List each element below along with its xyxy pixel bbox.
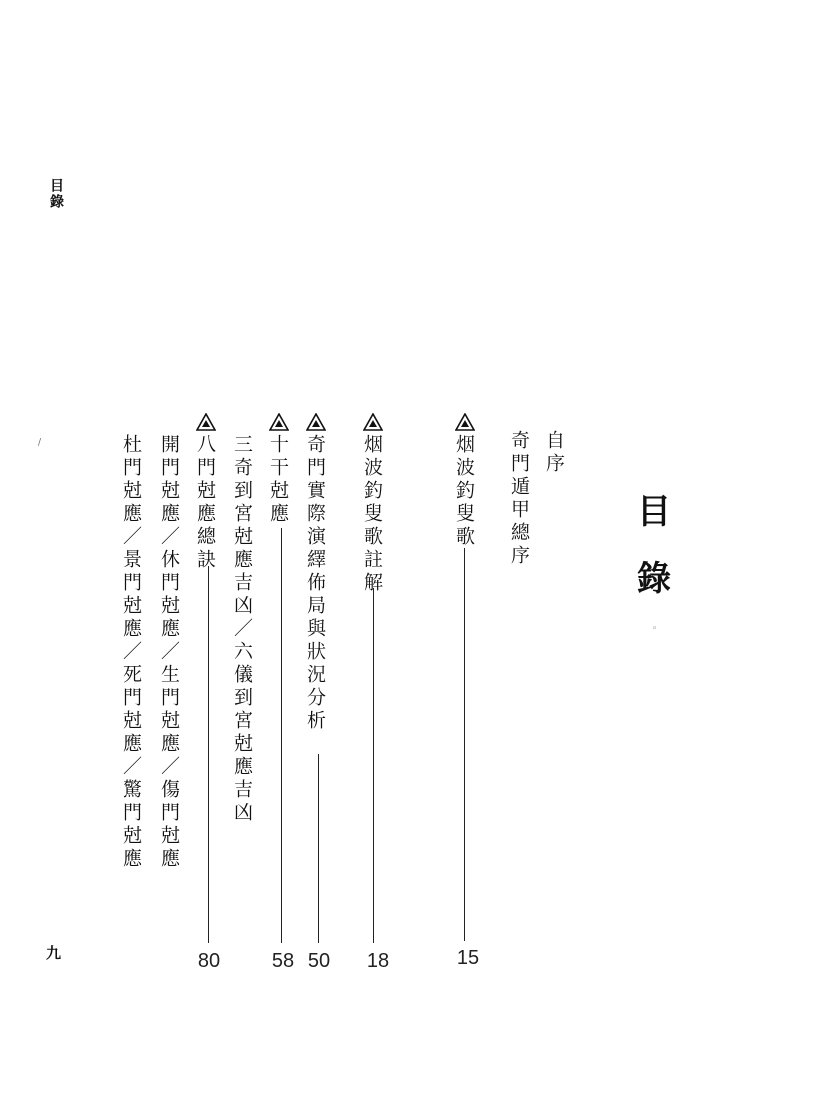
page-number: 58 (271, 950, 295, 972)
entry-yanbo-song: 烟波釣叟歌 (453, 434, 475, 549)
entry-eight-gates: 八門尅應總訣 (194, 434, 216, 572)
leader-line (318, 754, 319, 943)
title-char-2: 錄 (637, 559, 671, 599)
scan-speck: / (38, 438, 42, 448)
entry-three-wonders: 三奇到宮尅應吉凶／六儀到宮尅應吉凶 (231, 434, 253, 825)
triangle-bullet-icon (196, 413, 216, 431)
leader-line (281, 528, 282, 943)
leader-line (464, 548, 465, 941)
running-header: 目錄 (48, 178, 64, 210)
leader-line (208, 566, 209, 943)
folio-number: 九 (46, 944, 62, 962)
entry-gates-list-2: 杜門尅應／景門尅應／死門尅應／驚門尅應 (120, 434, 142, 871)
triangle-bullet-icon (455, 413, 475, 431)
title-char-1: 目 (637, 492, 671, 532)
page-number: 50 (307, 950, 331, 972)
page-number: 15 (456, 947, 480, 969)
page-number: 80 (197, 950, 221, 972)
triangle-bullet-icon (269, 413, 289, 431)
page-number: 18 (366, 950, 390, 972)
entry-practical-layout: 奇門實際演繹佈局與狀況分析 (304, 434, 326, 733)
triangle-bullet-icon (363, 413, 383, 431)
triangle-bullet-icon (306, 413, 326, 431)
entry-gates-list-1: 開門尅應／休門尅應／生門尅應／傷門尅應 (158, 434, 180, 871)
entry-ten-stems: 十干尅應 (267, 434, 289, 526)
entry-yanbo-annotation: 烟波釣叟歌註解 (361, 434, 383, 595)
leader-line (373, 588, 374, 943)
entry-preface: 自序 (543, 430, 565, 476)
scan-speck-2: ◦ (652, 624, 658, 634)
entry-general-preface: 奇門遁甲總序 (508, 430, 530, 568)
